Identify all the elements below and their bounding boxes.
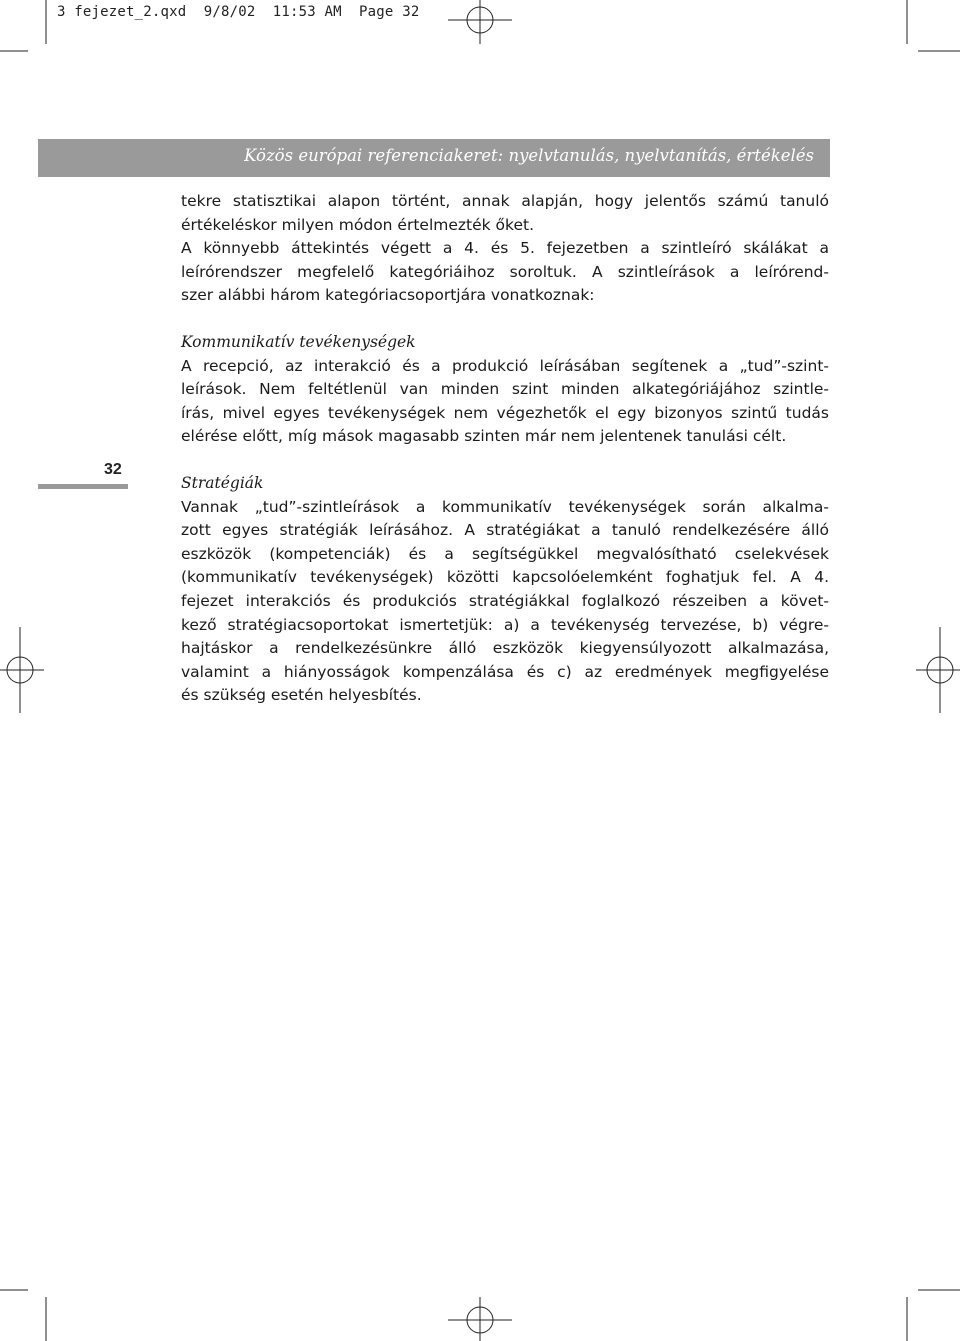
text-line: eszközök (kompetenciák) és a segítségükkel megvalósítható cselekvések [181,544,829,563]
registration-mark-top [448,0,512,44]
text-line: írás, mivel egyes tevékenységek nem végezhetők el egy bizonyos szintű tudás [181,403,829,422]
text-line: valamint a hiányosságok kompenzálása és c) az eredmények megfigyelése [181,662,829,681]
running-header-bar [38,139,830,177]
section-communicative-activities [181,331,829,449]
slug-page: Page 32 [359,4,420,20]
page-number-rule [38,484,128,489]
text-line: tekre statisztikai alapon történt, annak alapján, hogy jelentős számú tanuló [181,192,829,210]
text-line: leírások. Nem feltétlenül van minden szint minden alkategóriájához szintle- [181,380,829,399]
text-line: fejezet interakciós és produkciós stratégiákkal foglalkozó részeiben a követ- [181,591,829,610]
page-number: 32 [104,461,122,478]
section-title: Kommunikatív tevékenységek [181,333,416,351]
text-line: kező stratégiacsoportokat ismertetjük: a) a tevékenység tervezése, b) végre- [181,615,829,634]
slug-time: 11:53 AM [272,4,342,20]
text-line: A recepció, az interakció és a produkció leírásában segítenek a „tud”-szint- [181,356,829,375]
intro-paragraph [181,190,829,308]
slug-filename: 3 fejezet_2.qxd [57,4,187,20]
text-line: (kommunikatív tevékenységek) közötti kapcsolóelemként foghatjuk fel. A 4. [181,568,829,587]
text-line: zott egyes stratégiák leírásához. A stratégiákat a tanuló rendelkezésére álló [181,521,829,540]
text-line: Vannak „tud”-szintleírások a kommunikatív tevékenységek során alkalma- [181,497,829,516]
running-header-title: Közös európai referenciakeret: nyelvtanulás, nyelvtanítás, értékelés [244,146,814,165]
text-line: szer alábbi három kategóriacsoportjára vonatkoznak: [181,286,595,305]
text-line: A könnyebb áttekintés végett a 4. és 5. fejezetben a szintleíró skálákat a [181,239,829,258]
registration-mark-bottom [448,1297,512,1341]
section-title: Stratégiák [181,474,264,492]
registration-mark-right [916,627,960,713]
text-line: hajtáskor a rendelkezésünkre álló eszközök kiegyensúlyozott alkalmazása, [181,639,829,658]
registration-mark-left [0,627,44,713]
text-line: és szükség esetén helyesbítés. [181,686,422,705]
text-line: elérése előtt, míg mások magasabb szinten már nem jelentenek tanulási célt. [181,427,787,446]
slug-date: 9/8/02 [203,4,256,20]
section-strategies [181,472,829,708]
text-line: leírórendszer megfelelő kategóriáihoz soroltuk. A szintleírások a leírórend- [181,262,829,281]
text-line: értékeléskor milyen módon értelmezték őket. [181,215,534,234]
